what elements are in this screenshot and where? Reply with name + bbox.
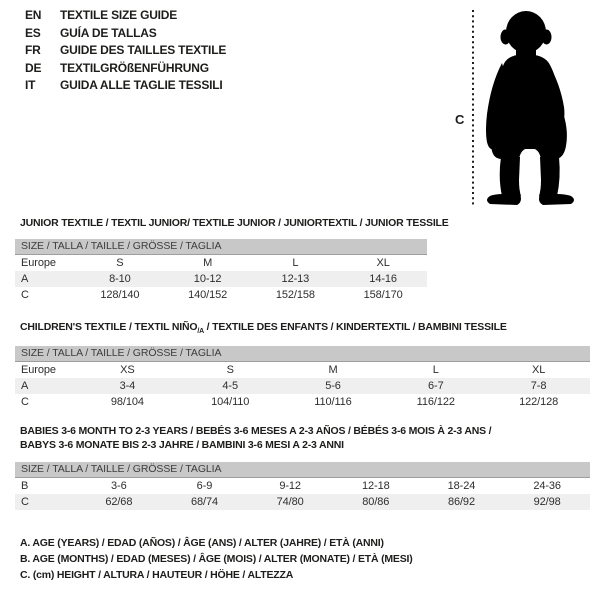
row-label-cell: C bbox=[21, 496, 29, 508]
value-cell: XL bbox=[376, 257, 390, 269]
baby-silhouette bbox=[486, 11, 574, 205]
value-cell: 74/80 bbox=[276, 496, 304, 508]
value-cell: 14-16 bbox=[369, 273, 397, 285]
value-cell: XS bbox=[120, 364, 135, 376]
table-row bbox=[15, 271, 427, 287]
language-label: GUIDA ALLE TAGLIE TESSILI bbox=[60, 78, 223, 92]
babies-size-table bbox=[15, 478, 590, 510]
value-cell: 3-6 bbox=[111, 480, 127, 492]
table-title-line: BABYS 3-6 MONATE BIS 2-3 JAHRE / BAMBINI 3-6 MESI A 2-3 ANNI bbox=[20, 439, 344, 451]
table-title-line: CHILDREN'S TEXTILE / TEXTIL $NIÑO_{/A}$ / TEXTILE DES ENFANTS / KINDERTEXTIL / BAMBINI TESSILE bbox=[20, 321, 507, 336]
legend-line: B. AGE (MONTHS) / EDAD (MESES) / ÂGE (MOIS) / ALTER (MONATE) / ETÀ (MESI) bbox=[20, 553, 413, 565]
value-cell: 10-12 bbox=[193, 273, 222, 285]
row-label-cell: Europe bbox=[21, 257, 56, 269]
language-code: EN bbox=[25, 8, 42, 22]
value-cell: 80/86 bbox=[362, 496, 390, 508]
measure-label-c: C bbox=[455, 112, 465, 127]
value-cell: XL bbox=[531, 364, 546, 376]
value-cell: 68/74 bbox=[190, 496, 218, 508]
silhouette-shape bbox=[490, 110, 567, 159]
legend bbox=[20, 535, 413, 583]
row-label-cell: B bbox=[21, 480, 29, 492]
size-header-bar bbox=[15, 346, 590, 362]
table-row bbox=[15, 478, 590, 494]
silhouette-shape bbox=[501, 30, 511, 45]
size-header-label: SIZE / TALLA / TAILLE / GRÖSSE / TAGLIA bbox=[21, 463, 222, 475]
table-row bbox=[15, 378, 590, 394]
table-title-children bbox=[20, 320, 507, 339]
row-label-cell: A bbox=[21, 380, 29, 392]
value-cell: 12-18 bbox=[361, 480, 390, 492]
language-code: ES bbox=[25, 25, 41, 40]
table-row bbox=[15, 394, 590, 410]
value-cell: 92/98 bbox=[533, 496, 561, 508]
value-cell: 86/92 bbox=[447, 496, 475, 508]
value-cell: 140/152 bbox=[188, 289, 228, 301]
language-code: IT bbox=[25, 78, 36, 92]
value-cell: L bbox=[292, 257, 299, 269]
silhouette-shape bbox=[542, 30, 552, 45]
value-cell: 122/128 bbox=[519, 396, 559, 408]
silhouette-shape bbox=[487, 194, 521, 205]
language-item bbox=[25, 77, 226, 95]
value-cell: 6-9 bbox=[196, 480, 213, 492]
value-cell: 116/122 bbox=[416, 396, 455, 408]
row-label-cell: C bbox=[21, 289, 29, 301]
value-cell: L bbox=[432, 364, 439, 376]
silhouette-shape bbox=[539, 194, 574, 205]
language-label: TEXTILE SIZE GUIDE bbox=[60, 8, 178, 22]
value-cell: 158/170 bbox=[363, 289, 403, 301]
size-header-label: SIZE / TALLA / TAILLE / GRÖSSE / TAGLIA bbox=[21, 240, 222, 252]
baby-silhouette-icon bbox=[450, 2, 590, 212]
language-item bbox=[25, 60, 226, 78]
value-cell: 152/158 bbox=[275, 289, 315, 301]
table-section-junior bbox=[15, 239, 427, 303]
value-cell: 62/68 bbox=[105, 496, 133, 508]
table-title-line: JUNIOR TEXTILE / TEXTIL JUNIOR/ TEXTILE JUNIOR / JUNIORTEXTIL / JUNIOR TESSILE bbox=[20, 217, 449, 229]
children-size-table bbox=[15, 362, 590, 410]
table-row bbox=[15, 494, 590, 510]
table-section-children bbox=[15, 346, 590, 410]
size-header-bar bbox=[15, 462, 590, 478]
language-item bbox=[25, 7, 226, 25]
table-title-junior bbox=[20, 216, 449, 230]
value-cell: 3-4 bbox=[119, 380, 136, 392]
legend-line: C. (cm) HEIGHT / ALTURA / HAUTEUR / HÖHE / ALTEZZA bbox=[20, 569, 294, 581]
value-cell: 8-10 bbox=[109, 273, 131, 285]
value-cell: 18-24 bbox=[447, 480, 476, 492]
language-label: GUIDE DES TAILLES TEXTILE bbox=[60, 43, 227, 57]
legend-line: A. AGE (YEARS) / EDAD (AÑOS) / ÂGE (ANS) / ALTER (JAHRE) / ETÀ (ANNI) bbox=[20, 537, 384, 549]
value-cell: 5-6 bbox=[325, 380, 341, 392]
value-cell: 128/140 bbox=[100, 289, 140, 301]
language-list bbox=[25, 7, 226, 95]
size-header-label: SIZE / TALLA / TAILLE / GRÖSSE / TAGLIA bbox=[21, 347, 222, 359]
value-cell: M bbox=[203, 257, 213, 269]
size-header-bar bbox=[15, 239, 427, 255]
silhouette-shape bbox=[500, 157, 521, 196]
row-label-cell: Europe bbox=[21, 364, 56, 376]
silhouette-shape bbox=[539, 157, 560, 196]
junior-size-table bbox=[15, 255, 427, 303]
value-cell: 12-13 bbox=[281, 273, 310, 285]
value-cell: 110/116 bbox=[314, 396, 352, 408]
row-label-cell: C bbox=[21, 396, 29, 408]
table-title-line: BABIES 3-6 MONTH TO 2-3 YEARS / BEBÉS 3-6 MESES A 2-3 AÑOS / BÉBÉS 3-6 MOIS À 2-3 ANS / bbox=[20, 425, 492, 437]
value-cell: 24-36 bbox=[533, 480, 561, 492]
language-item bbox=[25, 42, 226, 60]
language-item bbox=[25, 25, 226, 43]
table-section-babies bbox=[15, 462, 590, 510]
value-cell: 7-8 bbox=[530, 380, 547, 392]
row-label-cell: A bbox=[21, 273, 29, 285]
value-cell: 4-5 bbox=[222, 380, 238, 392]
value-cell: S bbox=[116, 257, 124, 269]
language-label: GUÍA DE TALLAS bbox=[60, 25, 157, 40]
value-cell: 104/110 bbox=[211, 396, 250, 408]
table-title-babies bbox=[20, 424, 491, 452]
table-row bbox=[15, 362, 590, 378]
value-cell: M bbox=[328, 364, 338, 376]
language-code: FR bbox=[25, 43, 41, 57]
value-cell: 9-12 bbox=[279, 480, 301, 492]
language-label: TEXTILGRÖßENFÜHRUNG bbox=[60, 60, 209, 75]
table-row bbox=[15, 255, 427, 271]
value-cell: 98/104 bbox=[110, 396, 144, 408]
language-code: DE bbox=[25, 60, 42, 75]
table-row bbox=[15, 287, 427, 303]
value-cell: 6-7 bbox=[427, 380, 444, 392]
value-cell: S bbox=[226, 364, 234, 376]
